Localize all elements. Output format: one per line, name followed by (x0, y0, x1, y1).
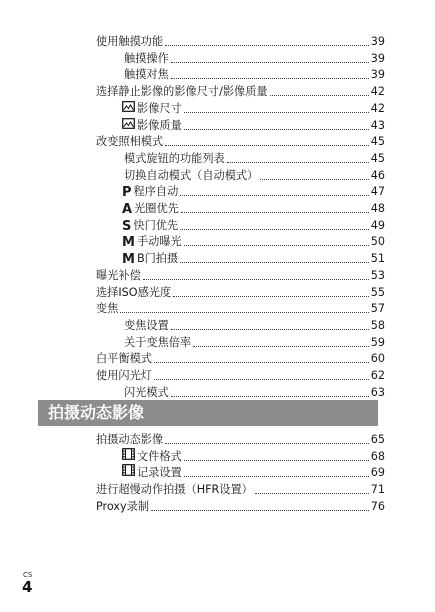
toc-entry-title: 光圈优先 (134, 202, 179, 215)
toc-entry-title: 文件格式 (137, 449, 182, 463)
toc-entry-title: 手动曝光 (136, 235, 182, 249)
toc-entry-page: 51 (370, 252, 385, 266)
toc-entry[interactable] (96, 481, 385, 497)
toc-entry-title: 拍摄动态影像 (96, 433, 164, 446)
toc-entry-page: 58 (370, 318, 385, 332)
dot-leader (151, 509, 369, 511)
toc-entry-title: 曝光补偿 (96, 268, 141, 282)
toc-entry-title: 变焦设置 (124, 318, 169, 332)
dot-leader (165, 442, 369, 444)
toc-entry-page: 39 (370, 35, 385, 48)
toc-entry-page: 48 (370, 202, 385, 215)
toc-entry-title: B门拍摄 (136, 252, 179, 266)
toc-entry-page: 57 (370, 302, 385, 316)
toc-entry-page: 53 (370, 268, 385, 282)
toc-entry-page: 65 (370, 433, 385, 446)
toc-entry-title-wrap (96, 433, 163, 447)
toc-entry-page: 69 (370, 466, 385, 480)
toc-entry-title: 选择静止影像的影像尺寸/影像质量 (96, 85, 268, 99)
toc-entry-title: 快门优先 (133, 218, 179, 232)
toc-entry-page: 39 (370, 51, 385, 65)
toc-entry-title: 影像尺寸 (137, 101, 182, 115)
toc-entry-title-wrap (122, 448, 182, 464)
toc-entry[interactable] (96, 498, 385, 514)
toc-entry-title: 使用闪光灯 (96, 369, 152, 382)
toc-entry-title: 触摸对焦 (124, 68, 169, 82)
toc-entry-page: 50 (370, 235, 385, 249)
toc-entry-title: 使用触摸功能 (96, 35, 164, 48)
footer-page-number: 4 (22, 578, 33, 596)
toc-entry-title: 关于变焦倍率 (124, 335, 192, 349)
toc-entry-page: 45 (370, 135, 385, 149)
dot-leader (255, 492, 369, 494)
toc-entry-title: 模式旋钮的功能列表 (124, 151, 225, 165)
toc-entry-title: 触摸操作 (124, 51, 169, 65)
mode-a-icon: A (122, 202, 133, 217)
dot-leader (184, 475, 369, 477)
toc-entry-title: 切换自动模式（自动模式） (124, 168, 259, 182)
toc-entry-title: Proxy录制 (96, 499, 150, 513)
toc-entry-page: 42 (370, 85, 385, 99)
mode-s-icon: S (122, 218, 132, 234)
mode-p-icon: P (122, 185, 132, 201)
toc-entry-page: 46 (370, 168, 385, 182)
toc-entry-page: 49 (370, 218, 385, 232)
toc-entry[interactable] (96, 464, 385, 480)
toc-entry-page: 55 (370, 285, 385, 299)
toc-entry-page: 62 (370, 369, 385, 382)
toc-entry-page: 76 (370, 499, 385, 513)
toc-list-2 (96, 0, 385, 520)
toc-entry-page: 68 (370, 449, 385, 463)
toc-entry-title-wrap (122, 464, 182, 480)
toc-entry[interactable] (96, 431, 385, 447)
toc-entry-page: 45 (370, 151, 385, 165)
toc-entry-title: 程序自动 (133, 185, 179, 199)
toc-entry-title: 记录设置 (137, 466, 182, 480)
toc-entry-title: 闪光模式 (124, 385, 169, 399)
toc-entry-title-wrap (96, 483, 253, 497)
toc-entry-title: 改变照相模式 (96, 135, 164, 149)
toc-entry-page: 60 (370, 352, 385, 366)
footer-language-code: CS (23, 571, 33, 579)
toc-entry-title: 选择ISO感光度 (96, 285, 172, 299)
toc-entry-title: 影像质量 (137, 118, 182, 132)
toc-entry-page: 71 (370, 483, 385, 497)
toc-entry-page: 42 (370, 101, 385, 115)
toc-entry-page: 43 (370, 118, 385, 132)
mode-m-icon: M (122, 252, 135, 268)
movie-icon (122, 448, 135, 464)
mode-m-icon: M (122, 235, 135, 251)
toc-entry-title: 变焦 (96, 302, 119, 316)
toc-entry-title: 进行超慢动作拍摄（HFR设置） (96, 483, 253, 497)
toc-entry-page: 63 (370, 385, 385, 399)
toc-entry-title: 白平衡模式 (96, 352, 152, 366)
dot-leader (184, 459, 369, 461)
toc-entry-page: 47 (370, 185, 385, 199)
section-title: 拍摄动态影像 (48, 403, 145, 422)
movie-icon (122, 464, 135, 480)
toc-entry-page: 59 (370, 335, 385, 349)
toc-entry-page: 39 (370, 68, 385, 82)
toc-entry-title-wrap (96, 500, 149, 514)
toc-entry[interactable] (96, 448, 385, 464)
